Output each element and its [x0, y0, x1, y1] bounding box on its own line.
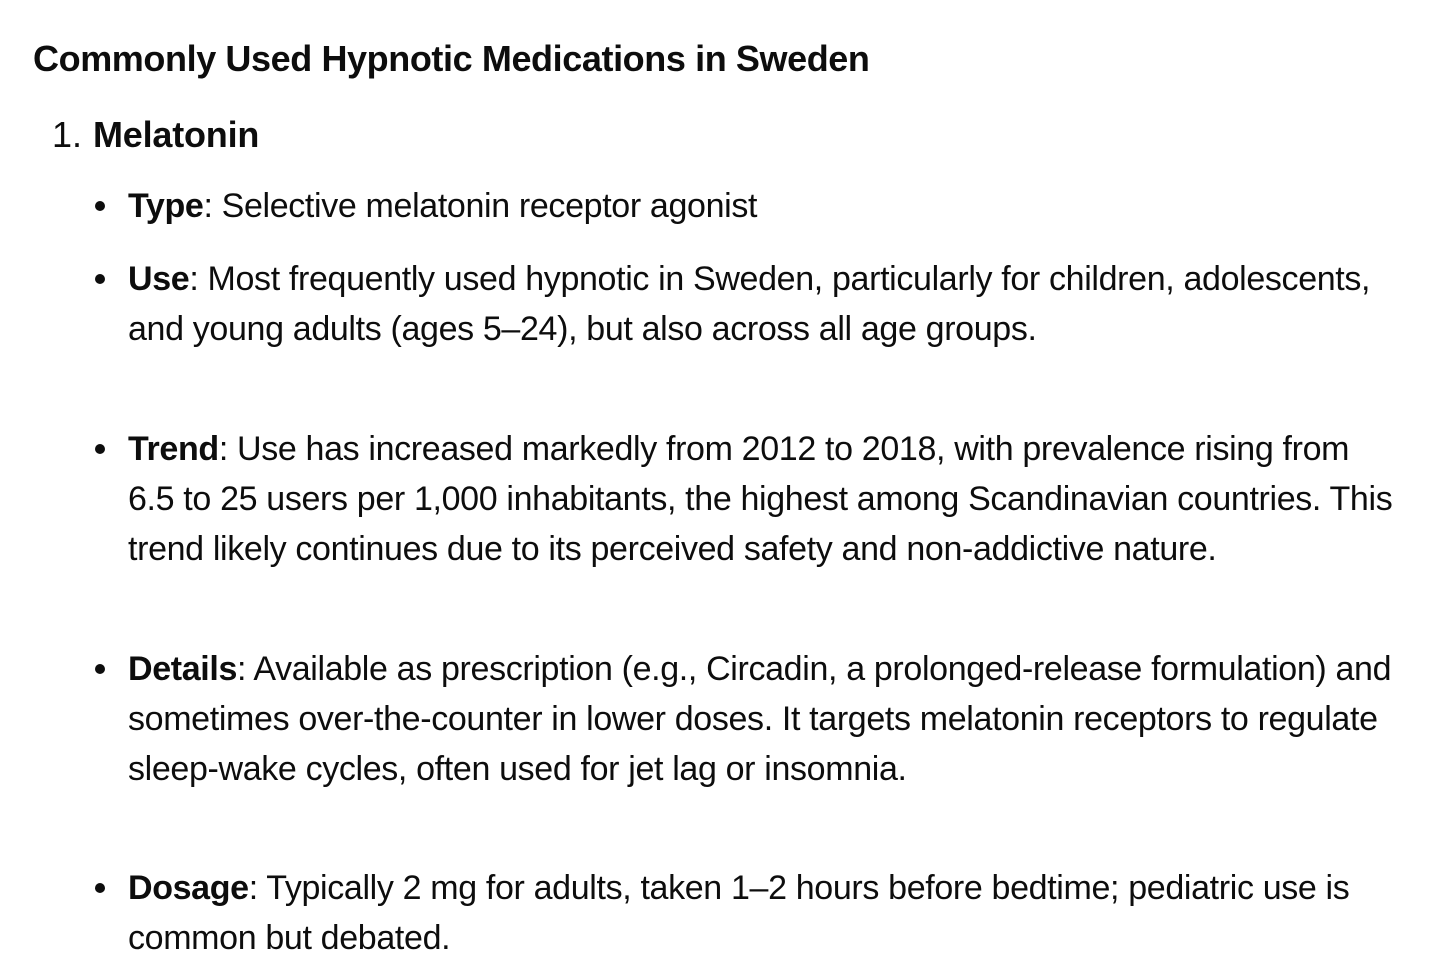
detail-text: : Available as prescription (e.g., Circadin, a prolonged-release formulation) and sometimes over-the-counter in lower doses. It targets melatonin receptors to regulate sleep-wake cycles, often used for jet lag or insomnia.	[128, 650, 1392, 788]
detail-label: Details	[128, 650, 238, 688]
list-item-title: Melatonin	[93, 114, 260, 155]
detail-item-type	[128, 181, 1398, 231]
bullet-icon	[95, 201, 105, 211]
detail-label: Type	[128, 187, 204, 225]
detail-item-dosage	[128, 863, 1398, 963]
detail-item-details	[128, 644, 1398, 794]
detail-text: : Selective melatonin receptor agonist	[203, 187, 758, 225]
bullet-icon	[95, 444, 105, 454]
list-item-number: 1.	[52, 114, 83, 155]
detail-text: : Use has increased markedly from 2012 to 2018, with prevalence rising from 6.5 to 25 users per 1,000 inhabitants, the highest among Scandinavian countries. This trend likely continues due to its perceived safety and non-addictive nature.	[128, 430, 1393, 568]
detail-label: Use	[128, 260, 190, 298]
detail-label: Dosage	[128, 869, 249, 907]
section-heading: Commonly Used Hypnotic Medications in Sweden	[33, 38, 870, 79]
bullet-icon	[95, 274, 105, 284]
detail-text: : Most frequently used hypnotic in Sweden, particularly for children, adolescents, and young adults (ages 5–24), but also across all age groups.	[128, 260, 1371, 348]
detail-label: Trend	[128, 430, 219, 468]
bullet-icon	[95, 883, 105, 893]
detail-item-trend	[128, 424, 1398, 574]
detail-item-use	[128, 254, 1398, 354]
bullet-icon	[95, 664, 105, 674]
detail-text: : Typically 2 mg for adults, taken 1–2 hours before bedtime; pediatric use is common but debated.	[128, 869, 1350, 957]
